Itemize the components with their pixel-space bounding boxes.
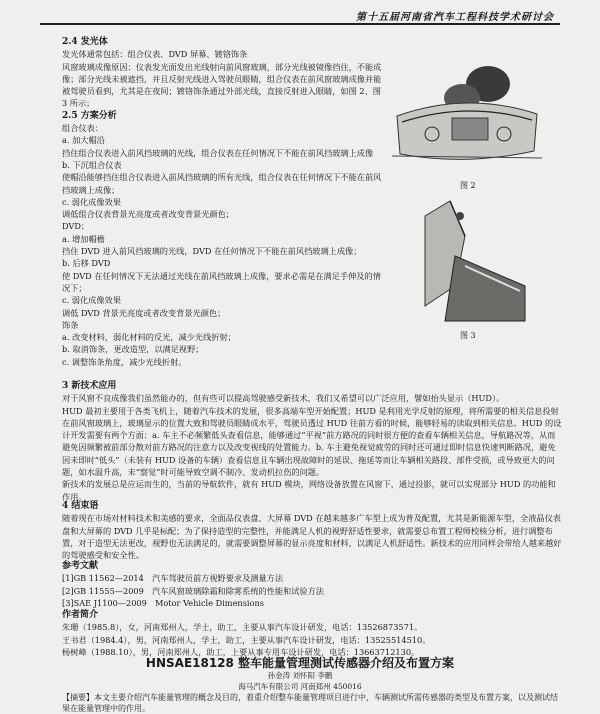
paragraph: 风窗玻璃成像原因：仪表发光面发出光线射向前风窗玻璃，部分光线被镜像挡住，不能成像；部分光线未被遮挡，并且反射光线进入驾驶员眼睛，组合仪表在前风窗玻璃成像并能被驾驶员看到，尤其是在夜间；镀铬饰条通过外部光线，直接反射进入眼睛，如图 2、图 3 所示； <box>62 61 382 109</box>
figure-3-caption: 图 3 <box>460 331 476 340</box>
references <box>62 560 562 658</box>
section-2-4-title: 2.4 发光体 <box>62 37 108 47</box>
paragraph: HUD 最初主要用于各类飞机上，随着汽车技术的发展，很多高端车型开始配置；HUD 是利用光学反射的原理，将所需要的相关信息投射在前风窗玻璃上，玻璃显示的位置大致和驾驶员眼睛成水平，驾驶员透过 HUD 往前方看的时候，能够轻易的读取到相关信息。HUD 的设计开发需要有两个方面：a. 车主不必频繁低头查看信息，能够通过“平视”前方路况的同时很方便的查看车辆相关信息，导航路况等，从而避免因频繁被前部分散对前方路况的注意力以及改变视线的处置能力。b. 车主避免视觉疲劳的同时还可通过即时信息快速判断路况，避免因未即时“低头”（未装有 HUD 设备的车辆）查看信息且车辆出现故障时的延误、拖延等而让车辆相关路段、部件受损，或导致更大的问题，如水温升高，未“察觉”时可能导致空调不制冷、发动机拉伤的问题。 <box>62 405 562 478</box>
paragraph: 新技术的发展总是应运而生的，当前的导航软件，就有 HUD 模块，网络设备放置在风窗下，通过投影，就可以实现部分 HUD 的功能和作用。 <box>62 479 556 502</box>
figure-2-caption: 图 2 <box>460 181 476 190</box>
section-3 <box>62 380 562 503</box>
paragraph: 随着现在市场对材料技术和美感的要求，全面品仪表盘、大屏幕 DVD 在越来越多广车型上成为普及配置，尤其是新能源车型，全液晶仪表盘和大屏幕的 DVD 几乎是标配；为了保持造型的完整性，并能满足人机的视野舒适性要求，就需要总布置工程师校核分析，进行调整布置，对于造型无法更改，视野也无法满足的，就需要调整屏幕的显示亮度和材料，以满足人机舒适性。新技术的应用同样会带给人越来越好的驾驶感受和安全性。 <box>62 513 562 561</box>
section-4-title: 4 结束语 <box>62 501 99 511</box>
author-intro-item: 王书君（1984.4），男，河南郑州人，学士，助工，主要从事汽车设计研发，电话：13525514510。 <box>62 634 431 645</box>
author-intro-title: 作者简介 <box>62 610 99 621</box>
list-line: 组合仪表： <box>62 123 103 134</box>
section-3-title: 3 新技术应用 <box>62 381 117 391</box>
list-line: 使帽沿能够挡住组合仪表进入前风挡玻璃的所有光线，组合仪表在任何情况下不能在前风挡玻璃上成像； <box>62 172 382 195</box>
list-line: 使 DVD 在任何情况下无法通过光线在前风挡玻璃上成像，要求必需是在满足手伸及的情况下； <box>62 270 381 293</box>
list-line: DVD： <box>62 221 90 232</box>
references-title: 参考文献 <box>62 561 99 571</box>
list-line: b. 取消饰条，更改造型，以满足视野； <box>62 344 204 355</box>
list-line: a. 加大帽沿 <box>62 135 105 146</box>
list-line: 调低组合仪表背景光亮度或者改变背景光颜色； <box>62 209 234 220</box>
list-line: 饰条 <box>62 319 79 330</box>
author-intro-item: 朱珊（1985.8），女，河南郑州人，学士，助工，主要从事汽车设计研发，电话：13526873571。 <box>62 622 423 633</box>
reference-item: [2]GB 11555—2009 汽车风窗玻璃除霜和除雾系统的性能和试验方法 <box>62 585 324 596</box>
next-article-abstract: 【摘要】本文主要介绍汽车能量管理的概念及目的，着重介绍整车能量管理项目进行中，车辆测试所需传感器的类型及布置方案，以及测试结果在能量管理中的作用。 <box>62 693 558 713</box>
paragraph: 对于风窗不良成像我们虽然能办的，但有些可以提高驾驶感受新技术，我们又希望可以广泛应用，譬如抬头显示（HUD）。 <box>62 393 505 404</box>
header-rule <box>40 23 560 25</box>
list-line: b. 下沉组合仪表 <box>62 159 122 170</box>
section-4 <box>62 500 562 561</box>
next-article-authors: 孙金涛 刘怀阳 李鹏 <box>267 671 333 680</box>
figure-2-dashboard <box>392 56 542 176</box>
list-line: c. 调整饰条角度，减少光线折射。 <box>62 356 187 367</box>
list-line: c. 弱化成像效果 <box>62 196 121 207</box>
author-intro-item: 杨树峰（1988.10），男，河南郑州人，助工，上要从事专用车设计研发，电话：13663712130。 <box>62 647 420 658</box>
figure-3-graphic <box>405 196 535 326</box>
running-header: 第十五届河南省汽车工程科技学术研讨会 <box>356 12 554 23</box>
list-line: 挡住组合仪表进入前风挡玻璃的光线，组合仪表在任何情况下不能在前风挡玻璃上成像 <box>62 147 374 158</box>
list-line: 调低 DVD 背景光亮度或者改变背景光颜色； <box>62 307 226 318</box>
left-column <box>62 36 382 368</box>
next-article-affiliation: 海马汽车有限公司 河南郑州 450016 <box>238 682 362 691</box>
list-line: 挡住 DVD 进入前风挡玻璃的光线，DVD 在任何情况下不能在前风挡玻璃上成像； <box>62 246 362 257</box>
reference-item: [3]SAE J1100—2009 Motor Vehicle Dimensions <box>62 597 264 608</box>
list-line: a. 增加帽檐 <box>62 233 105 244</box>
list-line: c. 弱化成像效果 <box>62 295 121 306</box>
figure-3-trim <box>405 196 535 326</box>
paragraph: 发光体通常包括：组合仪表、DVD 屏幕、镀铬饰条 <box>62 49 248 60</box>
next-article-title: HNSAE18128 整车能量管理测试传感器介绍及布置方案 <box>145 656 455 670</box>
section-2-5-title: 2.5 方案分析 <box>62 110 117 121</box>
reference-item: [1]GB 11562—2014 汽车驾驶员前方视野要求及测量方法 <box>62 573 284 584</box>
figure-2-graphic <box>392 56 542 176</box>
list-line: a. 改变材料，弱化材料的反光，减少光线折射； <box>62 332 236 343</box>
list-line: b. 后移 DVD <box>62 258 111 269</box>
